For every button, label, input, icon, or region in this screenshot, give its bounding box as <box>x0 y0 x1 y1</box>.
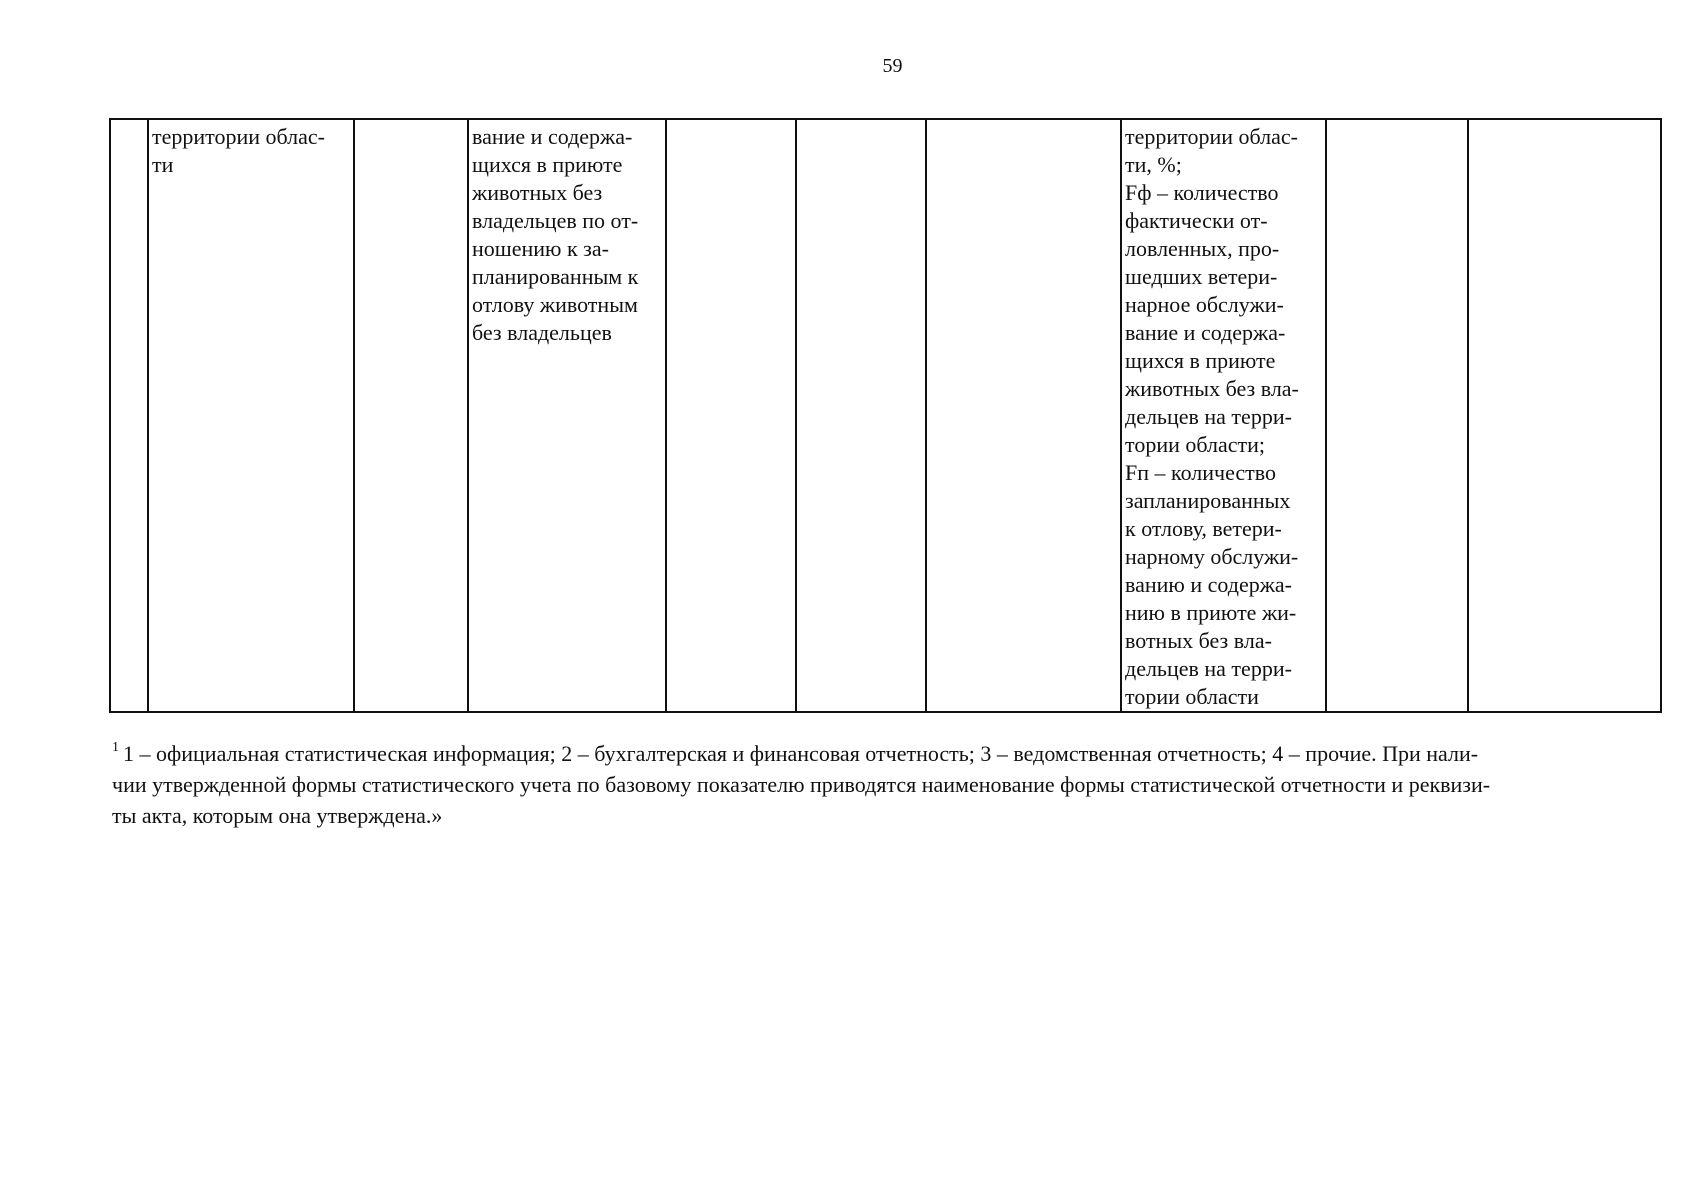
table-cell-7 <box>926 119 1121 712</box>
footnote-marker: 1 <box>112 740 119 755</box>
indicator-table <box>109 118 1662 713</box>
page-number: 59 <box>882 55 903 77</box>
table-cell-5 <box>666 119 796 712</box>
table-row <box>110 119 1661 712</box>
table-cell-4: вание и содержа- щихся в приюте животных без владельцев по от- ношению к за- планированным к отлову животным без владельцев <box>468 119 666 712</box>
table-cell-8: территории облас- ти, %; Fф – количество фактически от- ловленных, про- шедших ветери- нарное обслужи- вание и содержа- щихся в приюте животных без вла- дельцев на терри- тории области; Fп – количество запланированных к отлову, ветери- нарному обслужи- ванию и содержа- нию в приюте жи- вотных без вла- дельцев на терри- тории области <box>1121 119 1326 712</box>
table-cell-9 <box>1326 119 1468 712</box>
table-cell-10 <box>1468 119 1661 712</box>
footnote-text: 1 – официальная статистическая информация; 2 – бухгалтерская и финансовая отчетность; 3 – ведомственная отчетность; 4 – прочие. При нали- чии утвержденной формы статистического учета по базовому показателю приводятся наименование формы статистической отчетности и реквизи- ты акта, которым она утверждена.» <box>112 741 1491 828</box>
table-cell-1 <box>110 119 148 712</box>
table-cell-6 <box>796 119 926 712</box>
table-cell-2: территории облас- ти <box>148 119 354 712</box>
footnote <box>112 738 1658 831</box>
table-cell-3 <box>354 119 468 712</box>
